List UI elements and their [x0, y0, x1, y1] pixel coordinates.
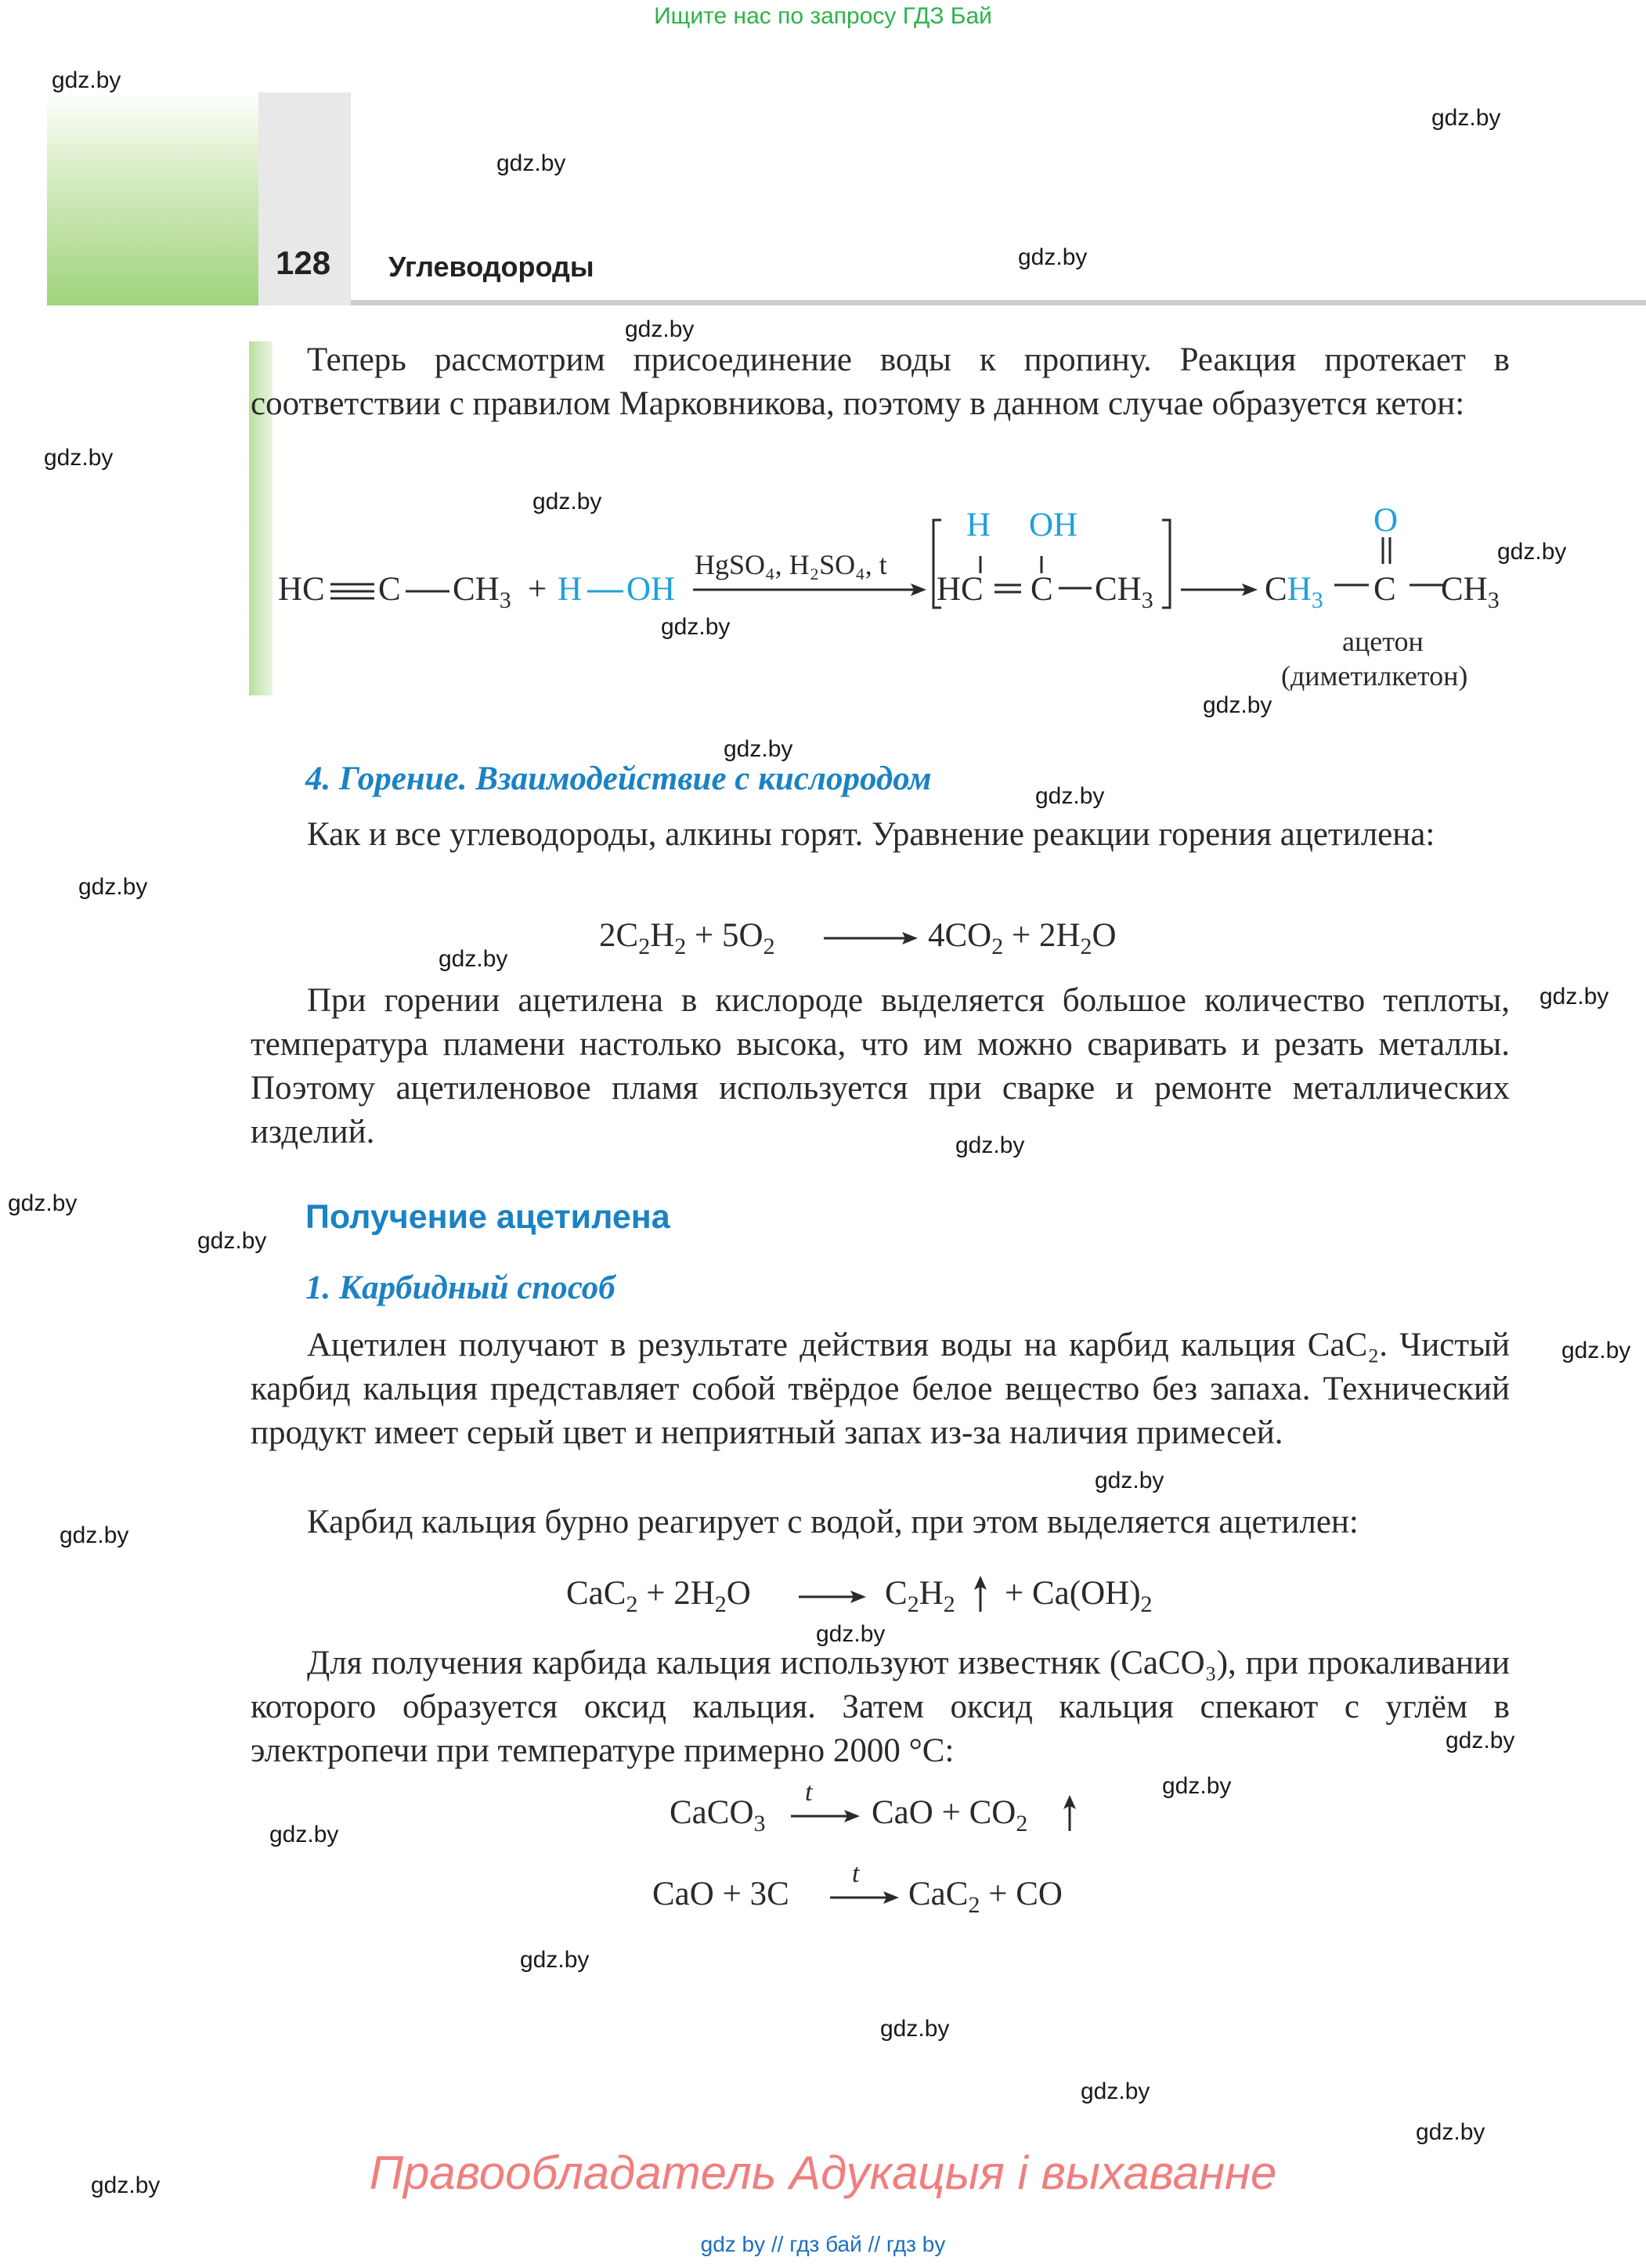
- watermark: gdz.by: [1018, 244, 1088, 270]
- triple-bond: [329, 576, 376, 608]
- watermark: gdz.by: [724, 736, 793, 762]
- watermark: gdz.by: [532, 489, 602, 515]
- section-title: Углеводороды: [388, 251, 594, 283]
- watermark: gdz.by: [78, 874, 148, 900]
- top-banner: Ищите нас по запросу ГДЗ Бай: [654, 3, 992, 29]
- watermark: gdz.by: [496, 150, 566, 176]
- watermark: gdz.by: [1203, 692, 1272, 718]
- watermark: gdz.by: [661, 614, 731, 640]
- watermark: gdz.by: [1446, 1728, 1515, 1753]
- header-rule: [351, 300, 1646, 305]
- reaction-arrow-2: [1181, 578, 1259, 601]
- watermark: gdz.by: [197, 1228, 267, 1254]
- watermark: gdz.by: [8, 1190, 78, 1216]
- reaction-conditions: HgSO₄, H₂SO₄, t: [695, 549, 887, 580]
- watermark: gdz.by: [439, 946, 508, 972]
- watermark: gdz.by: [52, 67, 121, 93]
- paragraph-carbide-water: Карбид кальция бурно реагирует с водой, при этом выделяется ацетилен:: [307, 1504, 1359, 1540]
- watermark: gdz.by: [1540, 984, 1609, 1009]
- watermark: gdz.by: [1561, 1338, 1631, 1363]
- intermediate-enol: HC: [937, 571, 984, 608]
- paragraph-carbide: Ацетилен получают в результате действия воды на карбид кальция CaC₂. Чистый карбид кальция представляет собой твёрдое белое вещество без запаха. Технический продукт имеет серый цвет и неприятный запах из-за наличия примесей.: [251, 1327, 1510, 1451]
- reaction-arrow: [693, 578, 928, 601]
- paragraph-flame: При горении ацетилена в кислороде выделяется большое количество теплоты, температура пламени настолько высока, что им можно сваривать и резать металлы. Поэтому ацетиленовое пламя используется при сварке и ремонте металлических изделий.: [251, 982, 1510, 1150]
- page-number: 128: [276, 244, 331, 281]
- footer-links[interactable]: gdz by // гдз бай // гдз by: [700, 2232, 946, 2256]
- product-name: ацетон: [1342, 626, 1424, 657]
- watermark: gdz.by: [60, 1522, 129, 1548]
- watermark: gdz.by: [91, 2172, 161, 2198]
- watermark: gdz.by: [520, 1947, 590, 1973]
- watermark: gdz.by: [1081, 2078, 1150, 2104]
- watermark: gdz.by: [880, 2016, 950, 2042]
- paragraph-hydration: Теперь рассмотрим присоединение воды к пропину. Реакция протекает в соответствии с правилом Марковникова, поэтому в данном случае образуется кетон:: [251, 341, 1510, 422]
- heading-combustion: 4. Горение. Взаимодействие с кислородом: [305, 760, 932, 797]
- heading-carbide-method: 1. Карбидный способ: [305, 1269, 615, 1306]
- paragraph-combustion: Как и все углеводороды, алкины горят. Уравнение реакции горения ацетилена:: [307, 816, 1435, 853]
- gas-arrow: [971, 1574, 990, 1613]
- header-green-block: [47, 92, 258, 305]
- reactant-propyne: HC: [278, 571, 325, 608]
- watermark: gdz.by: [816, 1621, 886, 1647]
- watermark: gdz.by: [1497, 539, 1567, 565]
- watermark: gdz.by: [955, 1132, 1025, 1158]
- watermark: gdz.by: [1416, 2119, 1485, 2145]
- reactant-water: H: [558, 571, 583, 608]
- watermark: gdz.by: [625, 316, 695, 342]
- product-alt-name: (диметилкетон): [1281, 660, 1468, 692]
- watermark: gdz.by: [44, 445, 114, 471]
- watermark: gdz.by: [1035, 783, 1105, 809]
- watermark: gdz.by: [1162, 1773, 1232, 1799]
- watermark: gdz.by: [1431, 105, 1501, 131]
- heading-obtaining-acetylene: Получение ацетилена: [305, 1198, 670, 1236]
- paragraph-limestone: Для получения карбида кальция используют известняк (CaCO₃), при прокаливании которого образуется оксид кальция. Затем оксид кальция спекают с углём в электропечи при температуре примерно 2000 °C:: [251, 1645, 1510, 1769]
- watermark: gdz.by: [1095, 1468, 1164, 1493]
- product-acetone: $CH_3$: [1265, 571, 1323, 613]
- rightsholder-note: Правообладатель Адукацыя і выхаванне: [369, 2147, 1277, 2199]
- watermark: gdz.by: [269, 1822, 339, 1847]
